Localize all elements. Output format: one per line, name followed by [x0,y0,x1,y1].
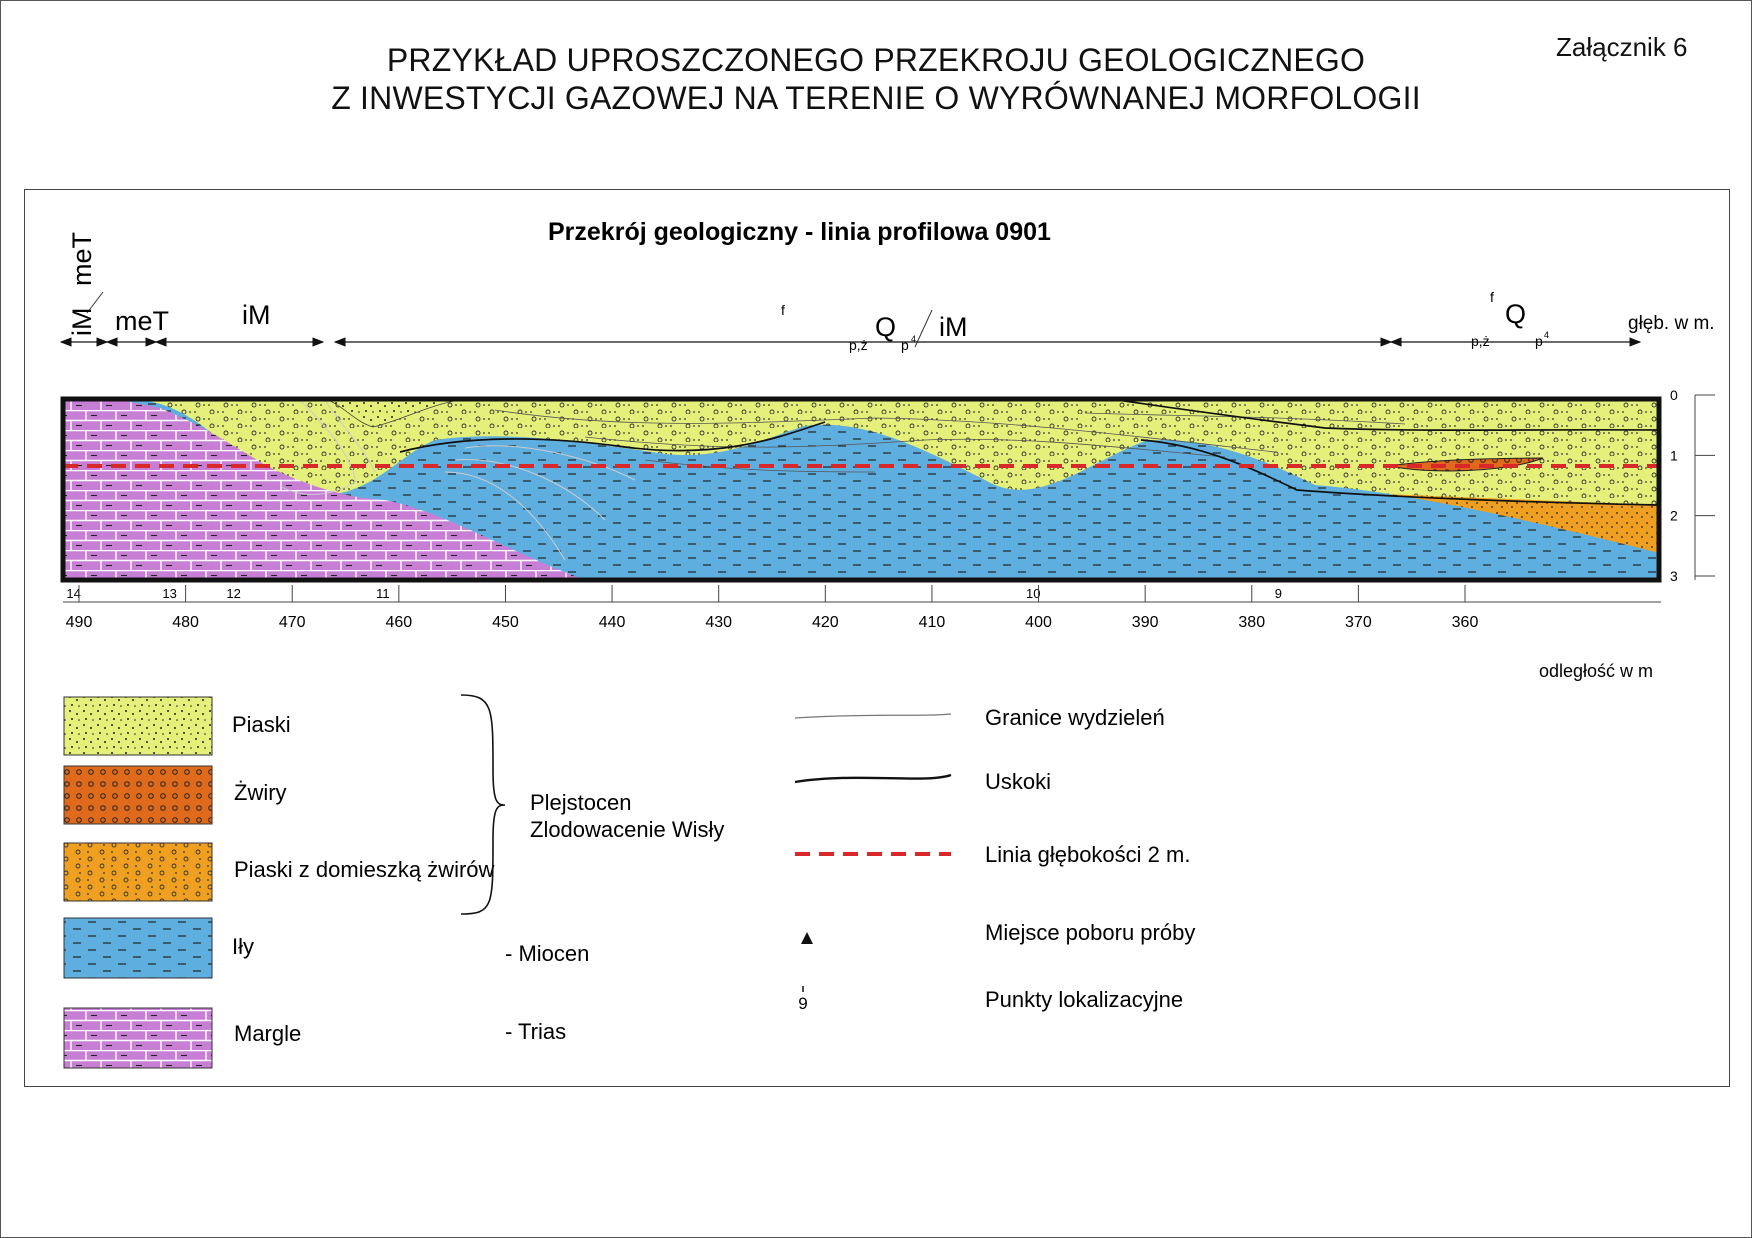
legend-label-points: Punkty lokalizacyjne [985,987,1184,1012]
depth-tick-label: 2 [1670,507,1678,524]
legend-label-sample: Miejsce poboru próby [985,920,1196,945]
legend-swatch-gravel [64,766,212,824]
location-point-label: 12 [226,586,241,601]
depth-tick-label: 1 [1670,447,1678,464]
distance-axis-title: odległość w m [1538,661,1653,681]
distance-tick-label: 390 [1131,614,1159,631]
legend-swatch-sand [64,697,212,755]
legend-label-depth-line: Linia głębokości 2 m. [985,842,1191,867]
distance-tick-label: 380 [1238,614,1266,631]
distance-tick-label: 430 [705,614,733,631]
strat-label-Q-center-sub1: p,ż [849,337,868,353]
location-point-label: 11 [376,586,390,601]
legend-label-sand: Piaski [232,712,291,737]
strat-label-Q-right-sup: f [1490,289,1494,305]
distance-tick-label: 370 [1345,614,1372,631]
legend-right [795,705,1195,1013]
depth-tick-label: 0 [1670,387,1678,403]
legend-group-line2: Zlodowacenie Wisły [530,817,725,842]
strat-label-iM-center: iM [939,312,968,342]
legend-label-clay: Iły [232,934,254,959]
legend-symbol-thin-line [795,714,951,718]
legend-label-boundaries: Granice wydzieleń [985,705,1165,730]
strat-label-iM: iM [242,300,271,330]
strat-label-Q-center-sup: f [781,302,785,318]
distance-tick-label: 410 [918,614,946,631]
location-point-label: 14 [66,586,81,601]
main-title-line-2: Z INWESTYCJI GAZOWEJ NA TERENIE O WYRÓWNANEJ MORFOLOGII [331,80,1421,116]
distance-tick-label: 490 [65,614,93,631]
strat-label-Q-right: Q [1505,299,1527,329]
strat-label-Q-right-sub2-sup: 4 [1544,330,1550,340]
section-panel [24,189,1730,1087]
legend-symbol-thick-line [795,775,951,782]
distance-tick-label: 360 [1451,614,1479,631]
legend-swatch-clay [64,918,212,978]
legend-swatch-marl [64,1008,212,1068]
strat-label-Q-center-sub2-sup: 4 [911,334,917,344]
distance-tick-label: 460 [385,614,413,631]
strat-label-meT-rotated: meT [67,232,97,286]
location-point-label: 10 [1025,586,1041,601]
legend-miocen: - Miocen [505,941,590,966]
distance-axis [63,585,1661,681]
strat-label-Q-center-sub2: p [901,337,909,353]
distance-tick-label: 470 [278,614,306,631]
strat-label-Q-right-sub2: p [1535,333,1543,349]
location-point-label: 9 [1274,586,1283,601]
geological-section-figure [25,190,1729,1086]
legend-swatch-sand-gravel [64,843,212,901]
legend-left [64,695,724,1068]
depth-tick-label: 3 [1670,568,1678,584]
strat-label-meT: meT [115,306,169,336]
legend-label-sand-gravel: Piaski z domieszką żwirów [234,857,495,882]
strat-label-Q-right-sub1: p,ż [1471,333,1490,349]
strat-label-Q-center: Q [875,312,897,342]
legend-label-gravel: Żwiry [234,780,287,805]
legend-trias: - Trias [505,1019,567,1044]
depth-axis-title: głęb. w m. [1628,313,1715,334]
legend-label-faults: Uskoki [985,769,1052,794]
annex-label: Załącznik 6 [1556,32,1688,62]
legend-label-marl: Margle [234,1021,302,1046]
location-points [66,586,1282,601]
section-title: Przekrój geologiczny - linia profilowa 0901 [548,218,1051,246]
legend-symbol-point-value: 9 [798,994,808,1013]
strat-label-iM-rotated: iM [67,307,97,336]
distance-tick-label: 400 [1025,614,1052,631]
legend-group-line1: Plejstocen [530,790,632,815]
stratigraphy-labels [67,232,1549,353]
distance-tick-label: 450 [492,614,519,631]
distance-tick-label: 420 [811,614,839,631]
legend-symbol-triangle [801,932,813,944]
distance-tick-label: 440 [598,614,626,631]
main-title-line-1: PRZYKŁAD UPROSZCZONEGO PRZEKROJU GEOLOGICZNEGO [386,42,1366,78]
location-point-label: 13 [162,586,177,601]
distance-tick-label: 480 [172,614,199,631]
section-layers [63,399,1659,580]
